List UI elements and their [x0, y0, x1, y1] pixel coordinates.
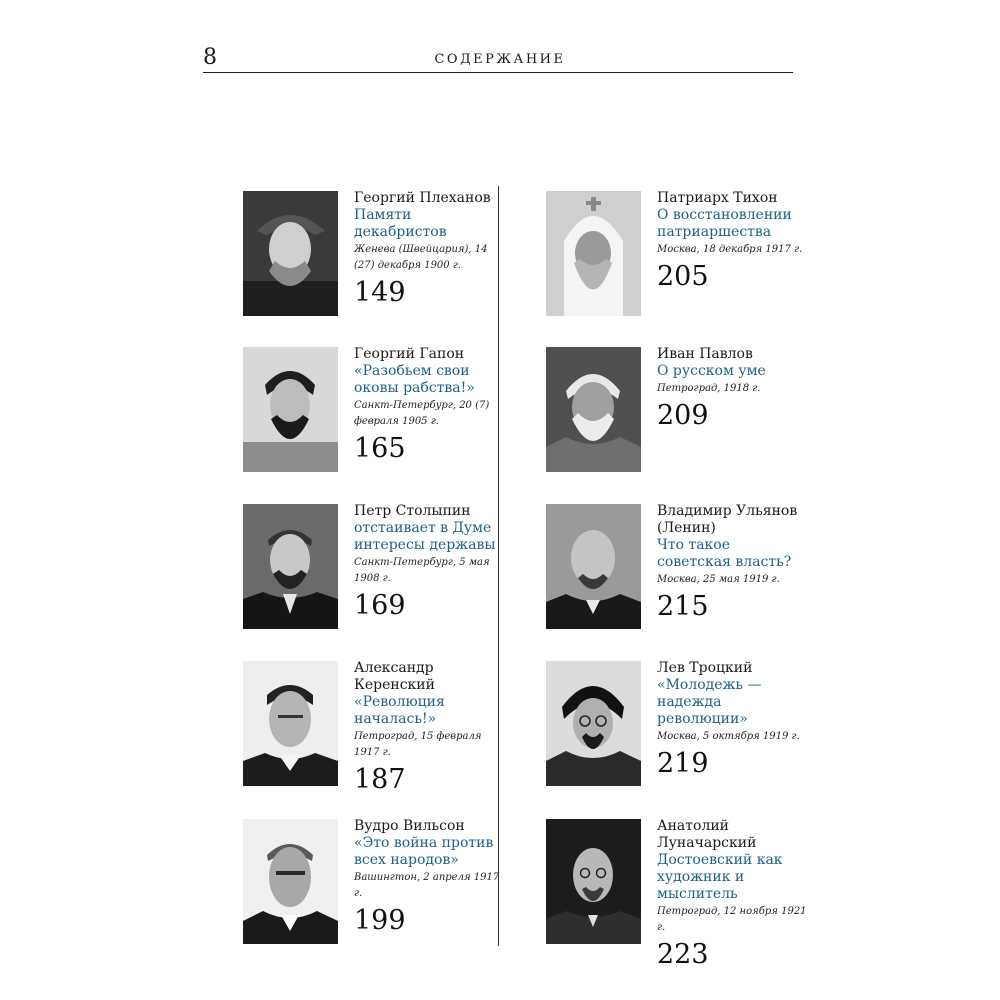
speech-title-link[interactable]: «Революция началась!» — [354, 694, 445, 727]
toc-entry-trotsky[interactable] — [546, 660, 800, 791]
toc-entry-kerensky[interactable] — [243, 660, 493, 795]
speech-title-link[interactable]: О восстановлении патриаршества — [657, 207, 792, 240]
portrait-photo-icon — [243, 347, 338, 472]
place-date: Москва, 25 мая 1919 г. — [657, 574, 780, 585]
page-ref[interactable]: 187 — [354, 764, 406, 795]
author-name: Владимир Ульянов (Ленин) — [657, 503, 798, 536]
portrait-image — [546, 191, 641, 316]
portrait-photo-icon — [546, 191, 641, 316]
toc-entry-lunacharsky[interactable] — [546, 818, 807, 970]
speech-title-link[interactable]: «Разобьем свои оковы рабства!» — [354, 363, 475, 396]
speech-title-link[interactable]: «Молодежь — надежда революции» — [657, 677, 762, 727]
place-date: Петроград, 12 ноября 1921 г. — [657, 906, 807, 933]
author-name: Лев Троцкий — [657, 660, 753, 676]
place-date: Петроград, 15 февраля 1917 г. — [354, 731, 482, 758]
speech-title-link[interactable]: Достоевский как художник и мыслитель — [657, 852, 783, 902]
portrait-photo-icon — [546, 661, 641, 786]
place-date: Санкт-Петербург, 20 (7) февраля 1905 г. — [354, 400, 490, 427]
portrait-image — [546, 347, 641, 472]
author-name: Александр Керенский — [354, 660, 435, 693]
portrait-photo-icon — [243, 661, 338, 786]
speech-title-link[interactable]: Что такое советская власть? — [657, 537, 792, 570]
author-name: Патриарх Тихон — [657, 190, 778, 206]
portrait-image — [243, 661, 338, 786]
portrait-photo-icon — [243, 819, 338, 944]
page-ref[interactable]: 165 — [354, 433, 406, 464]
portrait-image — [546, 661, 641, 786]
toc-entry-wilson[interactable] — [243, 818, 500, 949]
page-ref[interactable]: 223 — [657, 939, 709, 970]
page-ref[interactable]: 209 — [657, 400, 709, 431]
toc-entry-gapon[interactable] — [243, 347, 493, 477]
toc-entry-lenin[interactable] — [546, 504, 796, 634]
portrait-image — [243, 191, 338, 316]
place-date: Москва, 5 октября 1919 г. — [657, 731, 800, 742]
page-ref[interactable]: 149 — [354, 277, 406, 308]
toc-entry-tikhon[interactable] — [546, 190, 803, 321]
author-name: Петр Столыпин — [354, 503, 471, 519]
author-name: Анатолий Луначарский — [657, 818, 757, 851]
place-date: Санкт-Петербург, 5 мая 1908 г. — [354, 557, 490, 584]
portrait-image — [546, 504, 641, 629]
place-date: Женева (Швейцария), 14 (27) декабря 1900 г. — [354, 244, 488, 271]
author-name: Георгий Плеханов — [354, 190, 491, 206]
toc-entry-stolypin[interactable] — [243, 503, 496, 634]
author-name: Вудро Вильсон — [354, 818, 465, 834]
author-name: Георгий Гапон — [354, 346, 465, 362]
page-ref[interactable]: 219 — [657, 748, 709, 779]
portrait-image — [546, 819, 641, 944]
page-ref[interactable]: 199 — [354, 905, 406, 936]
header-rule — [203, 72, 793, 73]
toc-entry-plekhanov[interactable] — [243, 191, 493, 321]
place-date: Вашингтон, 2 апреля 1917 г. — [354, 872, 500, 899]
speech-title-link[interactable]: отстаивает в Думе интересы державы — [354, 520, 496, 553]
portrait-photo-icon — [546, 347, 641, 472]
author-name: Иван Павлов — [657, 346, 753, 362]
portrait-image — [243, 819, 338, 944]
page-ref[interactable]: 215 — [657, 591, 709, 622]
speech-title-link[interactable]: «Это война против всех народов» — [354, 835, 494, 868]
place-date: Москва, 18 декабря 1917 г. — [657, 244, 803, 255]
portrait-image — [243, 347, 338, 472]
toc-entry-pavlov[interactable] — [546, 347, 796, 477]
portrait-photo-icon — [546, 504, 641, 629]
page-ref[interactable]: 205 — [657, 261, 709, 292]
speech-title-link[interactable]: О русском уме — [657, 363, 766, 379]
running-head: СОДЕРЖАНИЕ — [434, 52, 566, 67]
speech-title-link[interactable]: Памяти декабристов — [354, 207, 447, 240]
portrait-image — [243, 504, 338, 629]
portrait-photo-icon — [243, 504, 338, 629]
page-number: 8 — [203, 45, 217, 70]
place-date: Петроград, 1918 г. — [657, 383, 761, 394]
page-ref[interactable]: 169 — [354, 590, 406, 621]
portrait-photo-icon — [546, 819, 641, 944]
portrait-photo-icon — [243, 191, 338, 316]
